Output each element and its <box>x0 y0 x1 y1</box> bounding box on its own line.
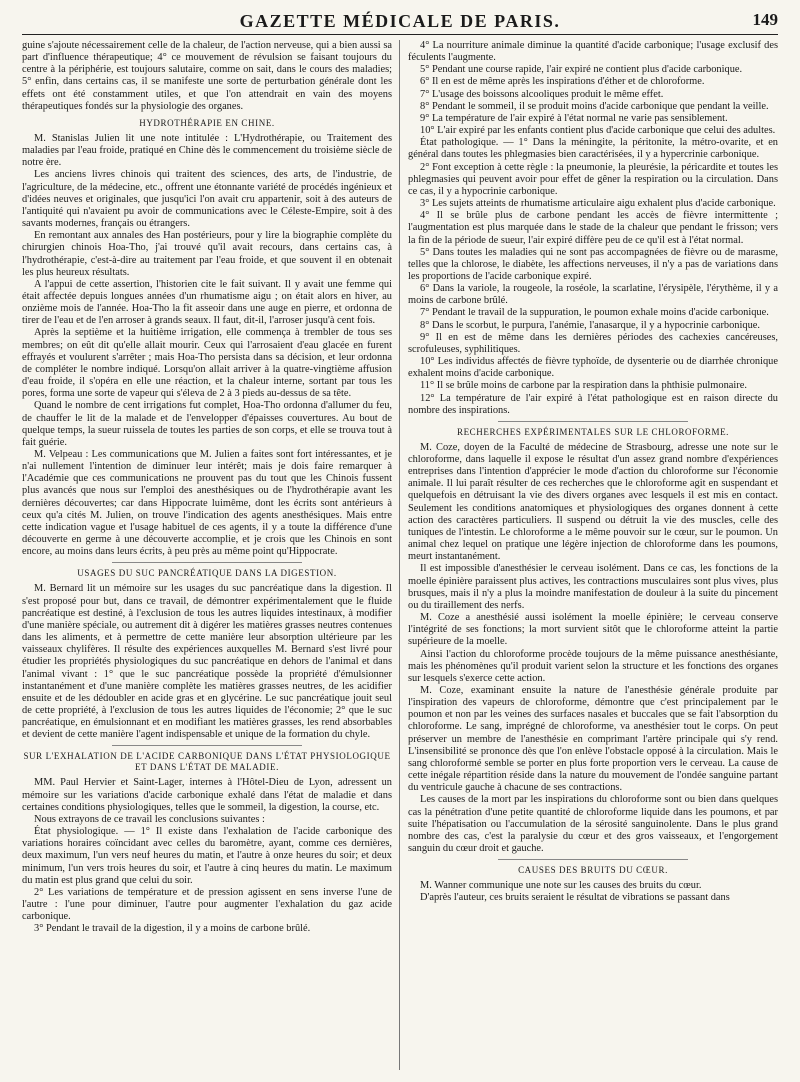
right-column <box>408 40 778 1070</box>
paragraph: M. Bernard lit un mémoire sur les usages du suc pancréatique dans la digestion. Il s'est proposé pour but, dans ce travail, de démontrer expérimentalement que le fluide pancréatique est destiné, à l'exclusion de tous les autres liquides intestinaux, à modifier d'une manière spéciale, ou autrement dit à digérer les matières grasses neutres contenues dans les aliments, et à permettre de cette manière leur absorption ultérieure par les vaisseaux chylifères. Il résulte des expériences auxquelles M. Bernard s'est livré pour étudier les propriétés physiologiques du suc pancréatique en dehors de l'animal et dans l'animal vivant : 1° que le suc pancréatique possède la propriété d'émulsionner instantanément et d'une manière complète les matières grasses neutres, de les acidifier ensuite et de les dédoubler en acide gras et en glycérine. Le suc pancréatique jouit seul de cette propriété, à l'exclusion de tous les autres liquides de l'économie; 2° que le suc pancréatique, en émulsionnant et en modifiant les matières grasses, les rend absorbables et devient de cette manière l'agent indispensable et unique de la formation du chyle. <box>22 583 392 741</box>
paragraph: État physiologique. — 1° Il existe dans l'exhalation de l'acide carbonique des variations horaires coïncidant avec celles du baromètre, ayant, comme ces dernières, deux maximum, l'un vers neuf heures du matin, et l'autre à onze heures du soir; et deux minimum, l'un vers trois heures du soir, et l'autre à cinq heures du matin. Le maximum du matin est plus grand que celui du soir. <box>22 826 392 886</box>
list-item: 10° L'air expiré par les enfants contient plus d'acide carbonique que celui des adultes. <box>420 125 776 137</box>
list-item: État pathologique. — 1° Dans la méningite, la péritonite, la métro-ovarite, et en général dans toutes les phlegmasies bien caractérisées, il y a hypercrinie carbonique. <box>408 137 778 161</box>
list-item: 6° Dans la variole, la rougeole, la roséole, la scarlatine, l'érysipèle, l'érythème, il y a moins de carbone brûlé. <box>408 283 778 307</box>
journal-title: GAZETTE MÉDICALE DE PARIS. <box>239 11 561 31</box>
list-item: 8° Pendant le sommeil, il se produit moins d'acide carbonique que pendant la veille. <box>420 100 769 112</box>
list-item: 11° Il se brûle moins de carbone par la respiration dans la phthisie pulmonaire. <box>420 380 747 392</box>
list-item: 8° Dans le scorbut, le purpura, l'anémie, l'anasarque, il y a hypocrinie carbonique. <box>420 319 760 331</box>
list-item: 4° La nourriture animale diminue la quantité d'acide carbonique; l'usage exclusif des féculents l'augmente. <box>408 40 778 64</box>
paragraph: M. Stanislas Julien lit une note intitulée : L'Hydrothérapie, ou Traitement des maladies par l'eau froide, pratiqué en Chine dès le commencement du troisième siècle de notre ère. <box>22 132 392 169</box>
column-divider <box>399 40 400 1070</box>
list-item: 7° L'usage des boissons alcooliques produit le même effet. <box>420 88 664 100</box>
paragraph: Les anciens livres chinois qui traitent des sciences, des arts, de l'industrie, de l'agriculture, de la médecine, etc., offrent une étonnante variété de procédés ingénieux et d'idées neuves et originales, que jusqu'ici l'on avait cru appartenir, soit à des auteurs de l'antiquité qui n'avaient pu avoir de communications avec le Céleste-Empire, soit à des savants modernes, français ou étrangers. <box>22 169 392 230</box>
paragraph: D'après l'auteur, ces bruits seraient le résultat de vibrations se passant dans <box>420 892 730 904</box>
paragraph: M. Wanner communique une note sur les causes des bruits du cœur. <box>420 880 702 892</box>
paragraph: 3° Pendant le travail de la digestion, il y a moins de carbone brûlé. <box>34 923 311 935</box>
list-item: 9° La température de l'air expiré à l'état normal ne varie pas sensiblement. <box>420 112 728 124</box>
section-heading-acide-carbonique: SUR L'EXHALATION DE L'ACIDE CARBONIQUE DANS L'ÉTAT PHYSIOLOGIQUE ET DANS L'ÉTAT DE MALADIE. <box>23 751 391 773</box>
paragraph: MM. Paul Hervier et Saint-Lager, internes à l'Hôtel-Dieu de Lyon, adressent un mémoire sur les variations d'acide carbonique exhalé dans l'état de maladie et dans certaines conditions physiologiques, telles que le sommeil, la digestion, la course, etc. <box>22 777 392 813</box>
left-column <box>22 40 392 1070</box>
paragraph: M. Velpeau : Les communications que M. Julien a faites sont fort intéressantes, et je n'ai nullement l'intention de diminuer leur intérêt; mais je dois faire remarquer à l'Académie que ces communications ne prouvent pas du tout que les Chinois fussent plus avancés que nous sur l'emploi des anesthésiques ou de l'hydrothérapie avant les dernières découvertes; car dans Hippocrate luimême, dont les écrits sont antérieurs à ceux qu'a cités M. Julien, on trouve l'indication des agents anesthésiques. Mais entre cette indication vague et l'usage habituel de ces agents, il y a toute la différence d'une découverte en germe à une découverte accomplie, et je crois que les Chinois en sont encore, au moins dans leurs écrits, à peu près au même point qu'Hippocrate. <box>22 449 392 558</box>
paragraph: Nous extrayons de ce travail les conclusions suivantes : <box>34 813 265 825</box>
list-item: 5° Dans toutes les maladies qui ne sont pas accompagnées de fièvre ou de marasme, telles que la chlorose, le diabète, les affections nerveuses, il n'y a pas de variations dans les proportions de l'acide carbonique expiré. <box>408 246 778 282</box>
section-separator <box>112 745 302 746</box>
list-item: 12° La température de l'air expiré à l'état pathologique est en raison directe du nombre des inspirations. <box>408 392 778 416</box>
list-item: 3° Les sujets atteints de rhumatisme articulaire aigu exhalent plus d'acide carbonique. <box>420 198 776 210</box>
paragraph: M. Coze, doyen de la Faculté de médecine de Strasbourg, adresse une note sur le chloroforme, dans laquelle il expose le résultat d'un assez grand nombre d'expériences entreprises dans l'intention d'apprécier le mode d'action du chloroforme sur l'économie animale. Il lui paraît résulter de ces recherches que le chloroforme agit en suspendant et quelquefois en détruisant la vie des divers organes avec lesquels il est mis en contact. Seulement les conditions anatomiques et physiologiques des organes donnent à cette action des caractères particuliers. Il suspend ou détruit la vie des muscles, celle des tuniques de l'intestin. Le chloroforme a le même pouvoir sur le cœur, sur le poumon. Un animal chez lequel on pratique une légère injection de chloroforme dans les poumons, meurt instantanément. <box>408 441 778 563</box>
list-item: 6° Il en est de même après les inspirations d'éther et de chloroforme. <box>420 76 705 88</box>
paragraph: Après la septième et la huitième irrigation, elle commença à trembler de tous ses membres; on eût dit qu'elle allait mourir. Ceux qui l'arrosaient d'eau glacée en furent effrayés et voulurent s'arrêter ; mais Hoa-Tho persista dans sa décision, et leur ordonna de compléter le nombre indiqué. Lorsqu'on allait arriver à la quatre-vingtième affusion d'eau froide, il s'opéra en elle une réaction, et la chaleur interne, sortant par tous les pores, forma une sorte de vapeur qui s'éleva de 2 à 3 pieds au-dessus de sa tête. <box>22 327 392 400</box>
section-heading-bruits-du-coeur: CAUSES DES BRUITS DU CŒUR. <box>518 865 668 876</box>
paragraph: 2° Les variations de température et de pression agissent en sens inverse l'une de l'autre : l'une pour diminuer, l'autre pour augmenter l'exhalation du gaz acide carbonique. <box>22 886 392 923</box>
continuation-paragraph: guine s'ajoute nécessairement celle de la chaleur, de l'action nerveuse, qui a bien aussi sa part d'influence thérapeutique; 4° ce mouvement de révulsion se faisant toujours du centre à la périphérie, est toujours salutaire, comme on sait, dans le cours des maladies; 5° enfin, dans certains cas, il se manifeste une sorte de perturbation générale dont les effets ont été constamment utiles, et que l'on attendrait en vain des moyens thérapeutiques fondés sur la physiologie des organes. <box>22 40 392 112</box>
section-separator <box>112 562 302 563</box>
list-item: 2° Font exception à cette règle : la pneumonie, la pleurésie, la péricardite et toutes les phlegmasies qui peuvent avoir pour effet de gêner la respiration ou la circulation. Dans ce cas, il y a hypocrinie carbonique. <box>408 161 778 197</box>
paragraph: Il est impossible d'anesthésier le cerveau isolément. Dans ce cas, les fonctions de la moelle épinière paraissent plus actives, les contractions musculaires sont plus vives, plus brusques, mais il n'y a plus la moindre manifestation de douleur à la suite du pincement ou du tiraillement des nerfs. <box>408 563 778 611</box>
paragraph: M. Coze, examinant ensuite la nature de l'anesthésie générale produite par l'inspiration des vapeurs de chloroforme, démontre que c'est principalement par le poumon et non par les veines des surfaces nasales et buccales que se fait l'absorption du chloroforme. Le sang, imprégné de chloroforme, va anesthésier tout le corps. On peut préserver un membre de l'anesthésie en comprimant l'artère principale qui s'y rend. L'insensibilité se prononce dès que l'on enlève l'obstacle opposé à la circulation. Mais le sang chloroformé semble se porter en plus forte proportion vers le cerveau. La cause de cette inégale répartition réside dans la nature du mouvement de l'ondée sanguine partant du ventricule gauche à chacune de ses contractions. <box>408 684 778 794</box>
section-heading-hydrotherapie: HYDROTHÉRAPIE EN CHINE. <box>139 117 275 128</box>
list-item: 10° Les individus affectés de fièvre typhoïde, de dysenterie ou de diarrhée chronique exhalent moins d'acide carbonique. <box>408 356 778 380</box>
section-heading-suc-pancreatique: USAGES DU SUC PANCRÉATIQUE DANS LA DIGESTION. <box>77 568 337 579</box>
list-item: 5° Pendant une course rapide, l'air expiré ne contient plus d'acide carbonique. <box>420 64 743 76</box>
paragraph: Ainsi l'action du chloroforme procède toujours de la même puissance anesthésiante, mais les phénomènes qu'il produit varient selon la structure et les fonctions des organes sur lesquels s'exerce cette action. <box>408 648 778 684</box>
paragraph: Les causes de la mort par les inspirations du chloroforme sont ou bien dans quelques cas la pénétration d'une petite quantité de chloroforme liquide dans les poumons, et par suite l'hépatisation ou l'accumulation de la sérosité sanguinolente. Dans le plus grand nombre des cas, c'est la paralysie du cœur et des gros vaisseaux, et l'engorgement sanguin du cœur droit et gauche. <box>408 794 778 854</box>
paragraph: En remontant aux annales des Han postérieurs, pour y lire la biographie complète du chirurgien chinois Hoa-Tho, j'ai trouvé qu'il avait recours, dans certains cas, à l'hydrothérapie, c'est-à-dire au traitement par l'eau froide, et que souvent il en obtenait les plus heureux résultats. <box>22 230 392 278</box>
page-header <box>22 6 778 35</box>
section-heading-chloroforme: RECHERCHES EXPÉRIMENTALES SUR LE CHLOROFORME. <box>456 426 730 437</box>
section-separator <box>498 421 688 422</box>
list-item: 4° Il se brûle plus de carbone pendant les accès de fièvre intermittente ; l'augmentation est plus marquée dans le stade de la chaleur que pendant le frisson; vers la fin de la période de sueur, l'air expiré diffère peu de ce qu'il est à l'état normal. <box>408 210 778 246</box>
paragraph: A l'appui de cette assertion, l'historien cite le fait suivant. Il y avait une femme qui était affectée depuis longues années d'un rhumatisme aigu ; on était alors en hiver, au onzième mois de l'année. Hoa-Tho la fit asseoir dans une auge en pierre, et ordonna de tirer de l'eau et de l'en arroser à grands seaux. Il faut, dit-il, l'arroser jusqu'à cent fois. <box>22 278 392 327</box>
paragraph: Quand le nombre de cent irrigations fut complet, Hoa-Tho ordonna d'allumer du feu, de chauffer le lit de la malade et de l'envelopper d'épaisses couvertures. Au bout de quelque temps, la sueur ruissela de toutes les parties de son corps, et elle se trouva tout à fait guérie. <box>22 400 392 448</box>
paragraph: M. Coze a anesthésié aussi isolément la moelle épinière; le cerveau conserve l'intégrité de ses fonctions; la mort survient sitôt que le chloroforme atteint la partie supérieure de la moelle. <box>408 612 778 648</box>
section-separator <box>498 859 688 860</box>
list-item: 9° Il en est de même dans les dernières périodes des cachexies cancéreuses, scrofuleuses, syphilitiques. <box>408 331 778 355</box>
page-number: 149 <box>752 10 778 29</box>
list-item: 7° Pendant le travail de la suppuration, le poumon exhale moins d'acide carbonique. <box>420 307 769 319</box>
